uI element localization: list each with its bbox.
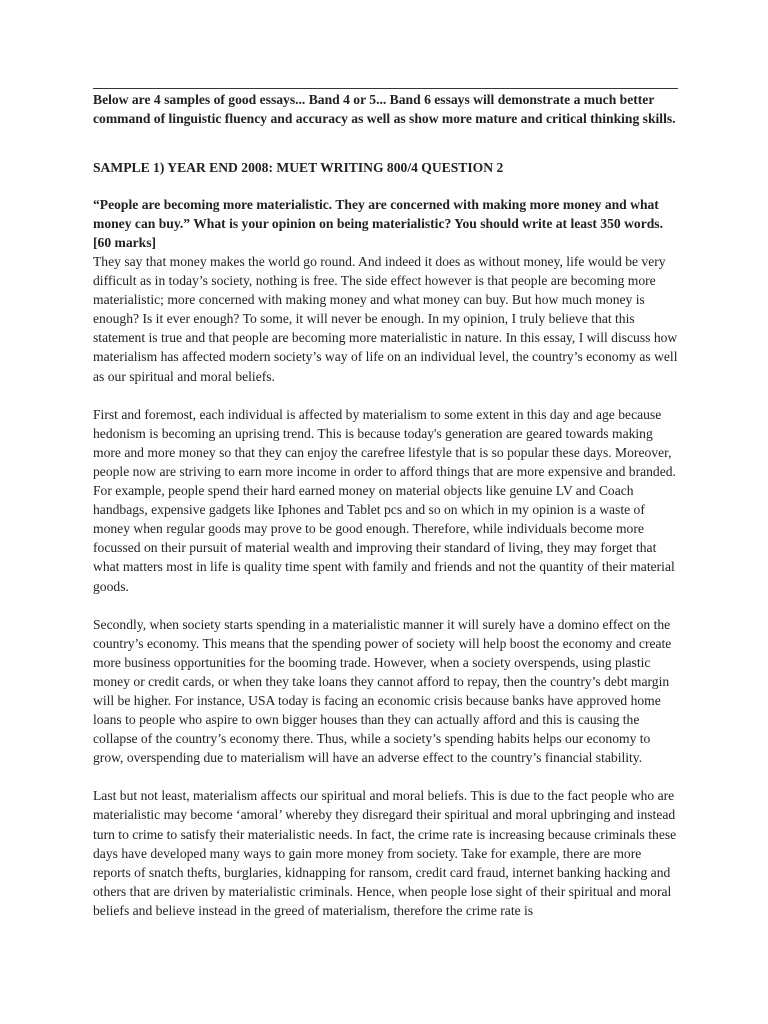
paragraph-moral-beliefs: Last but not least, materialism affects our spiritual and moral beliefs. This is due to the fact people who are materialistic may become ‘amoral’ whereby they disregard their spiritual and moral upbringing and instead turn to crime to satisfy their materialistic needs. In fact, the crime rate is increasing because criminals these days have developed many ways to gain more money from society. Take for example, there are more reports of snatch thefts, burglaries, kidnapping for ransom, credit card fraud, internet banking hacking and others that are driven by materialistic criminals. Hence, when people lose sight of their spiritual and moral beliefs and believe instead in the greed of materialism, therefore the crime rate is — [93, 788, 677, 918]
paragraph-introduction: They say that money makes the world go round. And indeed it does as without money, life would be very difficult as in today’s society, nothing is free. The side effect however is that people are becoming more materialistic; more concerned with making money and what money can buy. But how much money is enough? Is it ever enough? To some, it will never be enough. In my opinion, I truly believe that this statement is true and that people are becoming more materialistic in nature. In this essay, I will discuss how materialism has affected modern society’s way of life on an individual level, the country’s economy as well as our spiritual and moral beliefs. — [93, 254, 678, 384]
essay-body — [93, 252, 678, 920]
paragraph-economy: Secondly, when society starts spending in a materialistic manner it will surely have a domino effect on the country’s economy. This means that the spending power of society will help boost the economy and create more business opportunities for the booming trade. However, when a society overspends, using plastic money or credit cards, or when they take loans they cannot afford to repay, then the country’s debt margin will be higher. For instance, USA today is facing an economic crisis because banks have approved home loans to people who aspire to own bigger houses than they can actually afford and this is causing the collapse of the country’s economy there. Thus, while a society’s spending habits helps our economy to grow, overspending due to materialism will have an adverse effect to the country’s financial stability. — [93, 616, 672, 766]
paragraph-individual: First and foremost, each individual is affected by materialism to some extent in this day and age because hedonism is becoming an uprising trend. This is because today's generation are geared towards making more and more money so that they can enjoy the carefree lifestyle that is so popular these days. Moreover, people now are striving to earn more income in order to afford things that are more expensive and branded. For example, people spend their hard earned money on material objects like genuine LV and Coach handbags, expensive gadgets like Iphones and Tablet pcs and so on which in my opinion is a waste of money when regular goods may prove to be good enough. Therefore, while individuals become more focussed on their pursuit of material wealth and improving their standard of living, they may forget that what matters most in life is quality time spent with family and friends and not the quantity of their material goods. — [93, 406, 676, 594]
sample-heading: SAMPLE 1) YEAR END 2008: MUET WRITING 800/4 QUESTION 2 — [93, 160, 504, 175]
document-page — [93, 88, 678, 920]
header-rule — [93, 88, 678, 89]
essay-question: “People are becoming more materialistic. They are concerned with making more money and what money can buy.” What is your opinion on being materialistic? You should write at least 350 words. [60 marks] — [93, 197, 663, 250]
intro-text: Below are 4 samples of good essays... Band 4 or 5... Band 6 essays will demonstrate a much better command of linguistic fluency and accuracy as well as show more mature and critical thinking skills. — [93, 92, 676, 126]
